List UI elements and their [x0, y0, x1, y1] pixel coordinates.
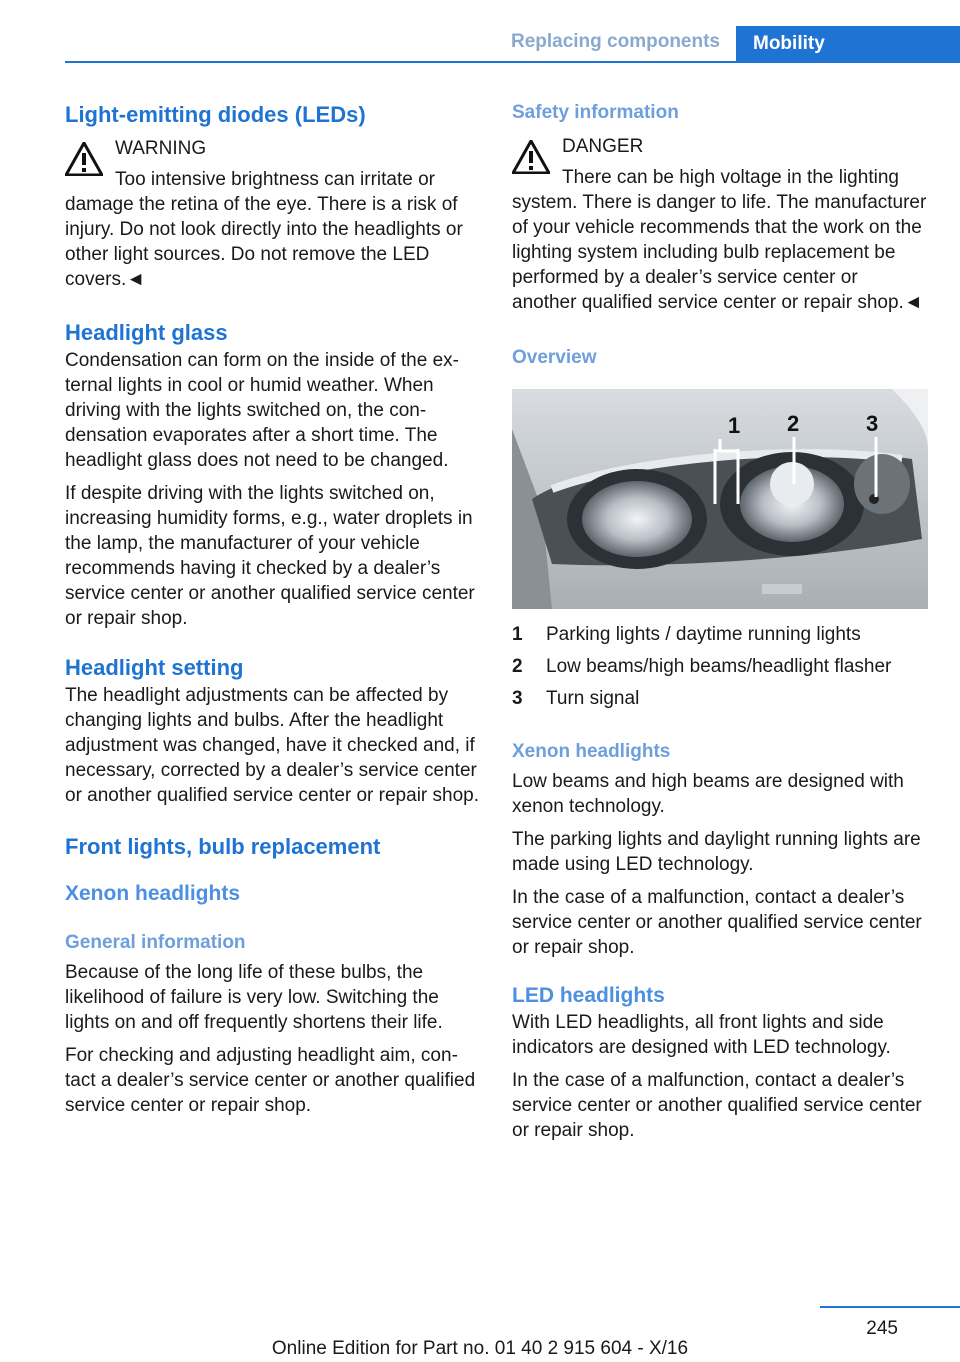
- legend-text: Parking lights / daytime running lights: [546, 624, 861, 645]
- header-tab-mobility: Mobility: [736, 26, 960, 62]
- setting-paragraph: The headlight adjustments can be affected by changing lights and bulbs. After the headlight adjustment was changed, have it checked and, if necessary, corrected by a dealer’s service center or another qualified service center or repair shop.: [65, 685, 480, 806]
- page-number: 245: [866, 1318, 898, 1339]
- danger-warning: [512, 134, 927, 315]
- header-breadcrumb: Replacing components: [510, 31, 720, 52]
- xenon-paragraph-2: The parking lights and daylight running lights are made using LED technology.: [512, 829, 921, 875]
- warning-icon: [65, 142, 103, 176]
- led-warning: [65, 136, 480, 292]
- setting-heading: Headlight setting: [65, 655, 244, 680]
- headlight-figure: [512, 389, 928, 609]
- danger-label: DANGER: [562, 136, 644, 157]
- danger-text-line1: There can be high voltage in the lighting: [562, 167, 899, 188]
- xenon-paragraph-1: Low beams and high beams are designed with xenon technology.: [512, 771, 904, 817]
- header-rule: [65, 61, 960, 63]
- xenon-paragraph-3: In the case of a malfunction, contact a dealer’s service center or another qualified service center or repair shop.: [512, 887, 922, 958]
- front-lights-heading: Front lights, bulb replacement: [65, 834, 381, 859]
- legend-text: Turn signal: [546, 688, 640, 709]
- figure-label-1: 1: [728, 413, 741, 438]
- legend-text: Low beams/high beams/headlight flasher: [546, 656, 892, 677]
- xenon-heading: Xenon headlights: [65, 882, 241, 905]
- footer-rule: [820, 1306, 960, 1308]
- xenon-headlights-heading: Xenon headlights: [512, 741, 671, 762]
- legend-number: 3: [512, 688, 523, 709]
- glass-paragraph-1: Condensation can form on the inside of the external lights in cool or humid weather. When driving with the lights switched on, the condensation evaporates after a short time. The headlight glass does not need to be changed.: [65, 350, 459, 471]
- legend-number: 1: [512, 624, 523, 645]
- overview-heading: Overview: [512, 347, 597, 368]
- warning-label: WARNING: [115, 138, 207, 159]
- headlight-illustration: [512, 389, 928, 609]
- figure-label-2: 2: [787, 411, 800, 436]
- glass-paragraph-2: If despite driving with the lights switched on, increasing humidity forms, e.g., water droplets in the lamp, the manufacturer of your vehicle recommends having it checked by a dealer’s service center or another qualified service center or repair shop.: [65, 483, 475, 629]
- danger-text: system. There is danger to life. The manufacturer of your vehicle recommends that the work on the lighting system including bulb replacement be performed by a dealer’s service center or another qualified service center or repair shop.◄: [512, 192, 927, 313]
- legend-item: [512, 651, 927, 683]
- warning-text-line1: Too intensive brightness can irritate or: [115, 169, 435, 190]
- right-column: [512, 100, 927, 1151]
- legend-number: 2: [512, 656, 523, 677]
- edition-line: Online Edition for Part no. 01 40 2 915 604 - X/16: [271, 1338, 689, 1359]
- led-headlights-heading: LED headlights: [512, 984, 665, 1007]
- warning-text: damage the retina of the eye. There is a risk of injury. Do not look directly into the headlights or other light sources. Do not remove the LED covers.◄: [65, 194, 463, 290]
- legend-item: [512, 619, 927, 651]
- glass-heading: Headlight glass: [65, 320, 228, 345]
- general-paragraph-2: For checking and adjusting headlight aim, contact a dealer’s service center or another qualified service center or repair shop.: [65, 1045, 476, 1116]
- legend-item: [512, 683, 927, 715]
- general-info-heading: General information: [65, 932, 246, 953]
- figure-legend: [512, 619, 927, 715]
- led-paragraph-2: In the case of a malfunction, contact a dealer’s service center or another qualified service center or repair shop.: [512, 1070, 922, 1141]
- safety-heading: Safety information: [512, 102, 679, 123]
- led-paragraph-1: With LED headlights, all front lights and side indicators are designed with LED technology.: [512, 1012, 891, 1058]
- danger-icon: [512, 140, 550, 174]
- general-paragraph-1: Because of the long life of these bulbs, the likelihood of failure is very low. Switching the lights on and off frequently shortens their life.: [65, 962, 443, 1033]
- led-heading: Light-emitting diodes (LEDs): [65, 102, 366, 127]
- left-column: [65, 100, 480, 1126]
- figure-label-3: 3: [866, 411, 879, 436]
